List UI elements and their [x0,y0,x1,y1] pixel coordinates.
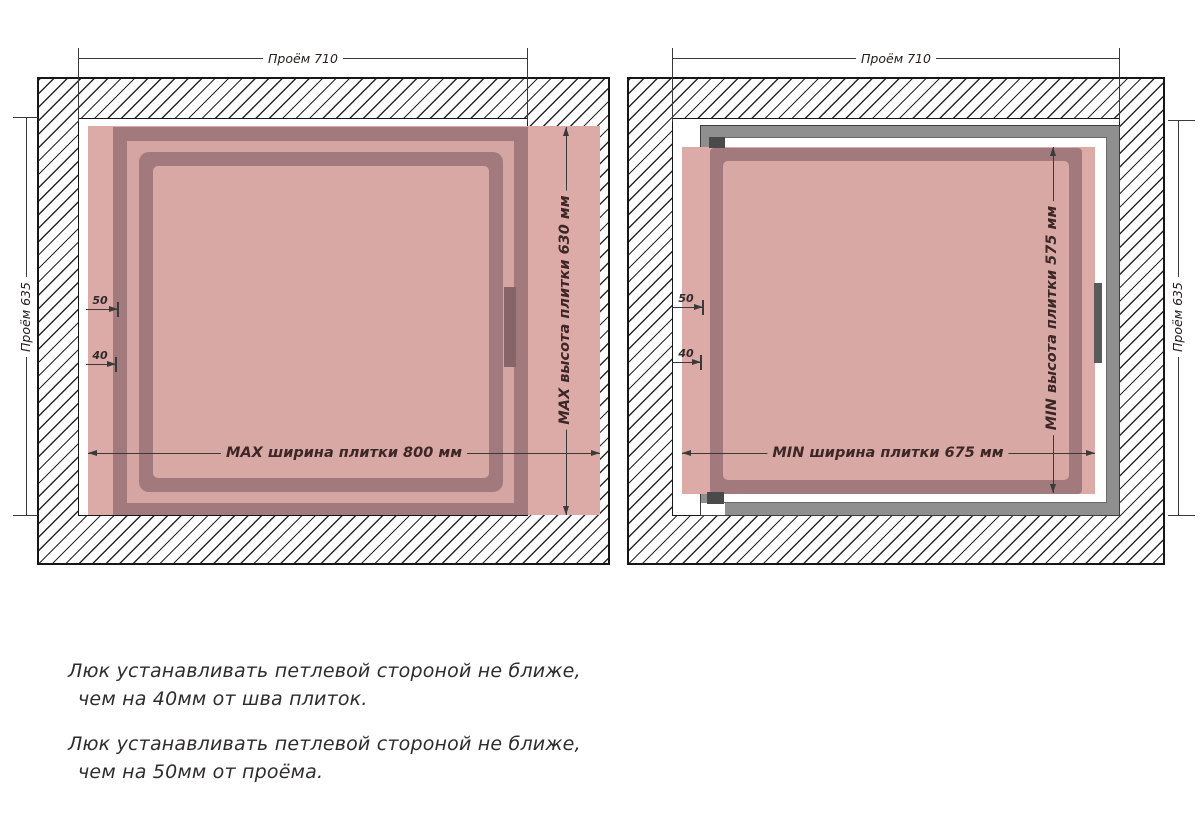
dim-offset50-label: 50 [92,293,108,307]
hinge-bottom [707,492,724,504]
dim-opening-height-label: Проём 635 [18,277,34,357]
lock-bar [1094,283,1102,363]
arrowhead-up [1050,147,1056,156]
note-line: чем на 50мм от проёма. [78,760,324,783]
arrowhead-right [1086,450,1095,456]
note-opening-offset [68,731,581,786]
dim-tile-width-label: MIN ширина плитки 675 мм [767,445,1008,463]
dim-opening-height-label: Проём 635 [1170,277,1186,357]
note-line: Люк устанавливать петлевой стороной не ближе, [68,733,581,755]
extension-line [672,48,673,122]
dim-tile-height-label: MAX высота плитки 630 мм [557,190,575,429]
dim-opening-width-label: Проём 710 [856,51,936,67]
dim-offset40-label: 40 [92,348,108,362]
dim-tile-height-label: MIN высота плитки 575 мм [1044,201,1062,435]
dim-offset50-label: 50 [678,291,694,305]
dim-tile-width-label: MAX ширина плитки 800 мм [221,445,467,463]
hinge-top [709,137,725,148]
extension-line [1119,48,1120,122]
note-seam-offset [68,658,581,713]
dim-opening-width-label: Проём 710 [263,51,343,67]
note-line: чем на 40мм от шва плиток. [78,687,368,710]
extension-line [1168,515,1195,516]
extension-line [1168,120,1195,121]
dim-offset40-label: 40 [678,346,694,360]
arrowhead-down [1050,484,1056,493]
arrowhead-left [682,450,691,456]
door-leaf-panel [723,161,1069,480]
frame-corner-gap [701,503,725,515]
note-line: Люк устанавливать петлевой стороной не ближе, [68,660,581,682]
